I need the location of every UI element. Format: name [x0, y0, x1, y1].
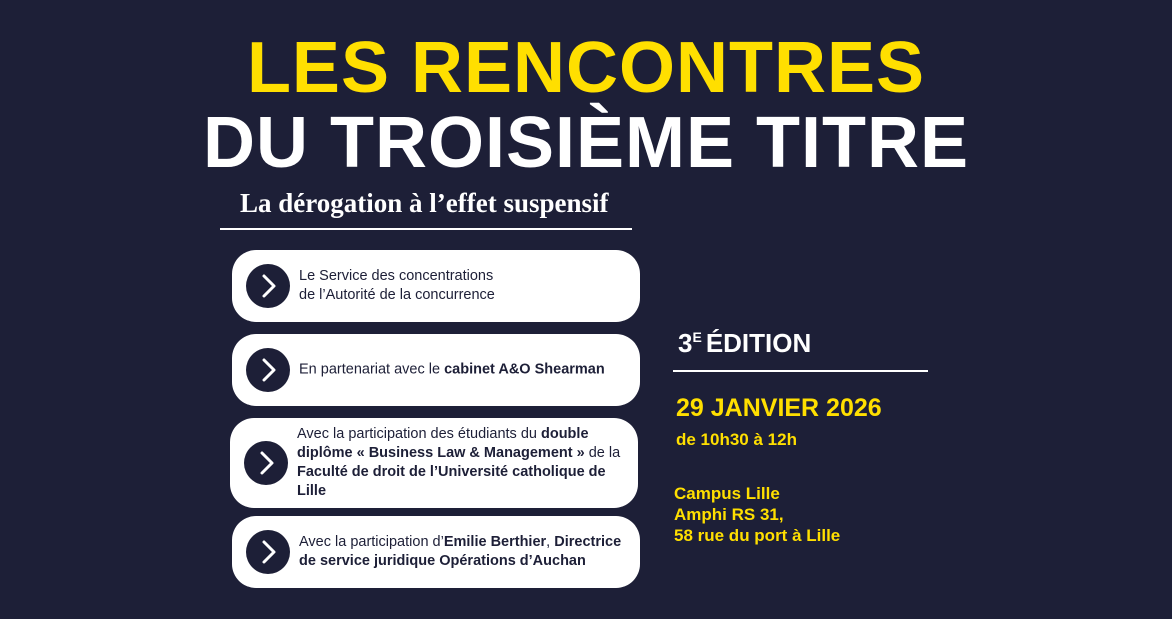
title-line-1: LES RENCONTRES: [246, 28, 926, 108]
place-line: Campus Lille: [674, 484, 780, 503]
edition-divider: [673, 370, 928, 372]
card-text-segment: Le Service des concentrations: [299, 268, 494, 284]
subtitle: La dérogation à l’effet suspensif: [240, 188, 609, 218]
edition-superscript: E: [692, 329, 702, 345]
card-text-bold: double diplôme « Business Law & Management »: [297, 426, 589, 461]
chevron-right-icon: [246, 530, 290, 574]
chevron-right-icon: [246, 264, 290, 308]
card-speaker: [232, 516, 640, 588]
card-text-segment: En partenariat avec le: [299, 361, 445, 378]
card-text-segment: de la: [584, 445, 621, 461]
card-text-bold: Directrice de service juridique Opérations d’Auchan: [299, 534, 622, 569]
event-date: 29 JANVIER 2026: [676, 394, 882, 422]
card-text-segment: Avec la participation d’: [299, 534, 444, 550]
event-place: [674, 483, 840, 546]
chevron-right-icon: [246, 348, 290, 392]
title-line-2: DU TROISIÈME TITRE: [202, 103, 970, 183]
place-line: 58 rue du port à Lille: [674, 526, 841, 545]
card-text-segment: de l’Autorité de la concurrence: [299, 287, 495, 303]
edition-word: ÉDITION: [705, 328, 812, 358]
card-text-segment: ,: [546, 534, 555, 550]
card-organizer: [232, 250, 640, 322]
subtitle-underline: [220, 228, 632, 230]
card-text-segment: Avec la participation des étudiants du: [297, 426, 541, 442]
card-text-bold: cabinet A&O Shearman: [444, 361, 605, 378]
place-line: Amphi RS 31,: [674, 505, 784, 524]
card-text: [299, 361, 626, 380]
chevron-right-icon: [244, 441, 288, 485]
edition-label: [678, 328, 811, 359]
event-time: de 10h30 à 12h: [676, 430, 797, 449]
card-text-bold: Faculté de droit de l’Université catholique de Lille: [297, 464, 606, 499]
card-partner: [232, 334, 640, 406]
card-text-bold: Emilie Berthier: [443, 534, 547, 550]
edition-number: 3: [678, 328, 693, 358]
card-text: [297, 425, 624, 501]
card-text: [299, 533, 626, 571]
card-students: [230, 418, 638, 508]
card-text: [299, 267, 626, 305]
